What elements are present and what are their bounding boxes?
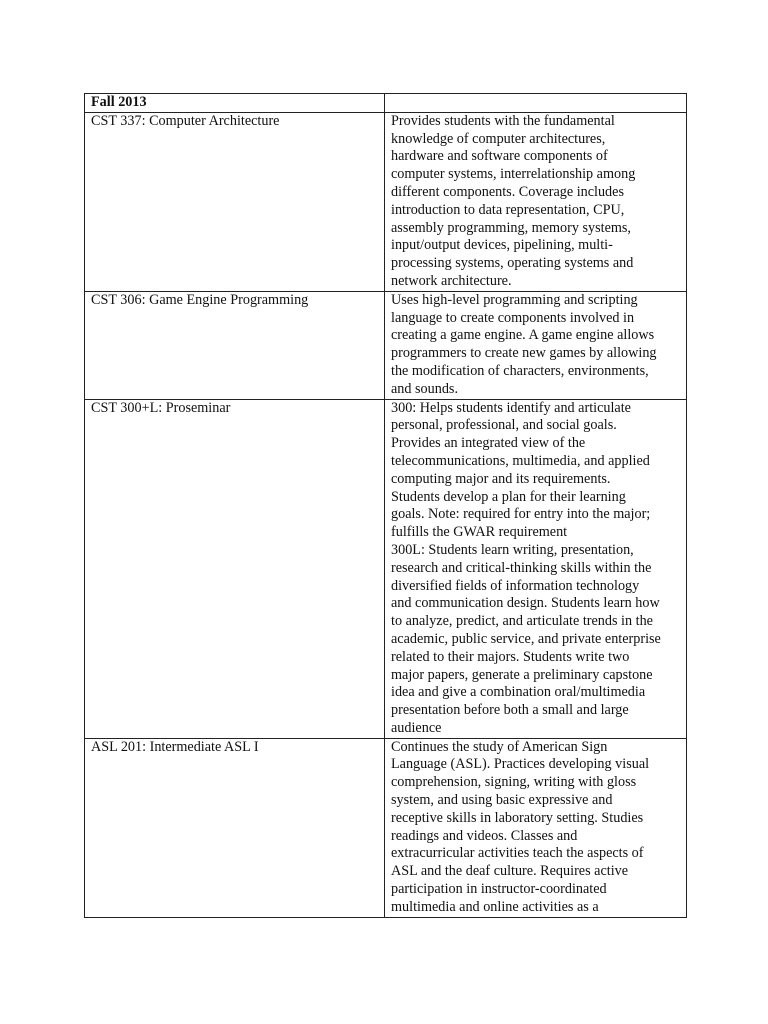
description-line: Provides students with the fundamental	[391, 112, 615, 129]
description-line: assembly programming, memory systems,	[391, 219, 631, 236]
description-line: input/output devices, pipelining, multi-	[391, 237, 613, 254]
description-line: extracurricular activities teach the aspects of	[391, 845, 644, 862]
course-title: CST 306: Game Engine Programming	[85, 291, 385, 399]
description-line: diversified fields of information technology	[391, 577, 640, 594]
description-line: ASL and the deaf culture. Requires active	[391, 863, 629, 880]
description-line: audience	[391, 719, 442, 736]
description-line: introduction to data representation, CPU,	[391, 201, 625, 218]
description-line: the modification of characters, environments,	[391, 362, 649, 379]
description-line: multimedia and online activities as a	[391, 898, 599, 915]
description-line: computer systems, interrelationship among	[391, 166, 636, 183]
description-line: personal, professional, and social goals.	[391, 417, 617, 434]
description-line: Language (ASL). Practices developing visual	[391, 756, 650, 773]
description-line: research and critical-thinking skills within the	[391, 559, 652, 576]
course-title: CST 337: Computer Architecture	[85, 112, 385, 291]
description-line: Continues the study of American Sign	[391, 738, 608, 755]
description-line: major papers, generate a preliminary capstone	[391, 666, 653, 683]
description-line: Students develop a plan for their learning	[391, 488, 626, 505]
description-line: computing major and its requirements.	[391, 470, 611, 487]
description-line: readings and videos. Classes and	[391, 827, 578, 844]
description-line: knowledge of computer architectures,	[391, 130, 606, 147]
description-line: fulfills the GWAR requirement	[391, 524, 568, 541]
table-row	[85, 738, 687, 917]
description-line: hardware and software components of	[391, 148, 608, 165]
description-line: language to create components involved in	[391, 309, 635, 326]
term-heading: Fall 2013	[85, 94, 385, 113]
blank-heading-cell	[385, 94, 687, 113]
course-title: ASL 201: Intermediate ASL I	[85, 738, 385, 917]
course-description	[385, 399, 687, 738]
table-header-row	[85, 94, 687, 113]
description-line: participation in instructor-coordinated	[391, 881, 607, 898]
description-line: Uses high-level programming and scripting	[391, 291, 638, 308]
table-row	[85, 399, 687, 738]
course-description	[385, 738, 687, 917]
description-line: Provides an integrated view of the	[391, 435, 586, 452]
description-line: goals. Note: required for entry into the major;	[391, 506, 651, 523]
description-line: related to their majors. Students write two	[391, 648, 630, 665]
description-line: idea and give a combination oral/multimedia	[391, 684, 646, 701]
description-line: programmers to create new games by allowing	[391, 345, 657, 362]
course-description	[385, 112, 687, 291]
description-line: to analyze, predict, and articulate trends in the	[391, 613, 653, 630]
description-line: receptive skills in laboratory setting. Studies	[391, 809, 644, 826]
course-description	[385, 291, 687, 399]
description-line: processing systems, operating systems and	[391, 255, 634, 272]
description-line: different components. Coverage includes	[391, 183, 624, 200]
table-row	[85, 291, 687, 399]
description-line: presentation before both a small and large	[391, 702, 629, 719]
description-line: system, and using basic expressive and	[391, 792, 613, 809]
description-line: academic, public service, and private enterprise	[391, 630, 661, 647]
description-line: 300: Helps students identify and articulate	[391, 399, 631, 416]
table-row	[85, 112, 687, 291]
description-line: and sounds.	[391, 380, 458, 397]
description-line: network architecture.	[391, 272, 512, 289]
course-title: CST 300+L: Proseminar	[85, 399, 385, 738]
description-line: and communication design. Students learn how	[391, 595, 660, 612]
course-table	[84, 93, 687, 918]
description-line: comprehension, signing, writing with gloss	[391, 774, 637, 791]
description-line: 300L: Students learn writing, presentation,	[391, 541, 634, 558]
description-line: telecommunications, multimedia, and applied	[391, 452, 650, 469]
description-line: creating a game engine. A game engine allows	[391, 327, 655, 344]
